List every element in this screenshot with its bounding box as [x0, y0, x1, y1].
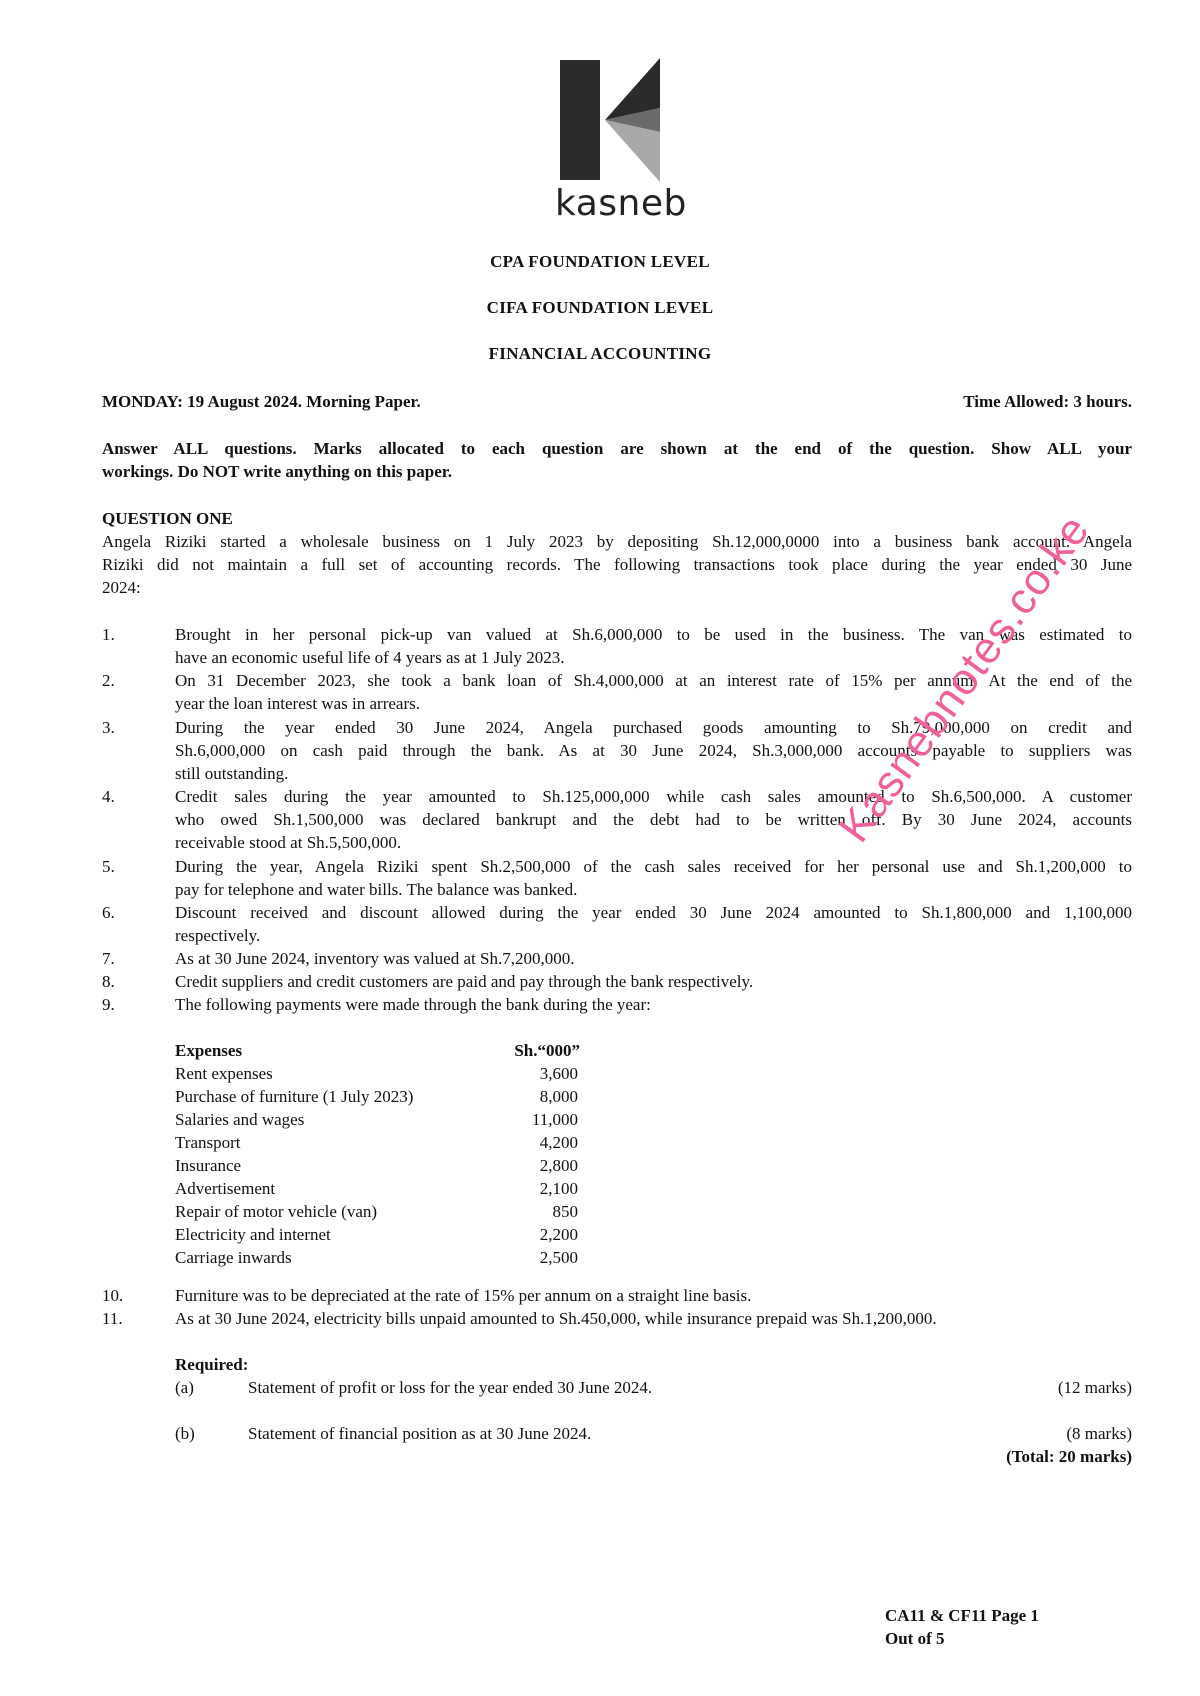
expense-value: 11,000 — [531, 1110, 578, 1129]
expense-name: Salaries and wages — [175, 1110, 305, 1129]
item-number: 5. — [102, 857, 115, 876]
item-number: 7. — [102, 949, 115, 968]
item-number: 2. — [102, 671, 115, 690]
expense-name: Electricity and internet — [175, 1225, 331, 1244]
item-line: have an economic useful life of 4 years as at 1 July 2023. — [175, 648, 565, 667]
expense-value: 2,100 — [539, 1179, 578, 1198]
item-line: On 31 December 2023, she took a bank loan of Sh.4,000,000 at an interest rate of 15% per annum. At the end of the — [175, 671, 1132, 690]
cifa-level-heading: CIFA FOUNDATION LEVEL — [486, 298, 714, 317]
expense-value: 850 — [552, 1202, 578, 1221]
expense-name: Rent expenses — [175, 1064, 273, 1083]
intro-line: Angela Riziki started a wholesale business on 1 July 2023 by depositing Sh.12,000,0000 into a business bank account. Angela — [102, 532, 1132, 551]
expense-name: Advertisement — [175, 1179, 276, 1198]
watermark: Kasnebnotes.co.ke — [829, 505, 1100, 852]
required-label: Required: — [175, 1355, 249, 1374]
part-letter: (b) — [175, 1424, 195, 1443]
kasneb-logo-mark — [555, 56, 685, 186]
time-allowed: Time Allowed: 3 hours. — [963, 392, 1132, 411]
expense-value: 8,000 — [539, 1087, 578, 1106]
item-number: 11. — [102, 1309, 123, 1328]
instructions-line-2: workings. Do NOT write anything on this paper. — [102, 462, 452, 481]
item-line: Sh.6,000,000 on cash paid through the bank. As at 30 June 2024, Sh.3,000,000 accounts payable to suppliers was — [175, 741, 1132, 760]
item-number: 8. — [102, 972, 115, 991]
item-line: Discount received and discount allowed during the year ended 30 June 2024 amounted to Sh.1,800,000 and 1,100,000 — [175, 903, 1132, 922]
cpa-level-heading: CPA FOUNDATION LEVEL — [490, 252, 710, 271]
part-marks: (12 marks) — [1057, 1378, 1132, 1397]
item-line: As at 30 June 2024, electricity bills unpaid amounted to Sh.450,000, while insurance prepaid was Sh.1,200,000. — [175, 1309, 937, 1328]
item-number: 10. — [102, 1286, 124, 1305]
item-line: respectively. — [175, 926, 261, 945]
exam-date: MONDAY: 19 August 2024. Morning Paper. — [102, 392, 421, 411]
item-line: During the year, Angela Riziki spent Sh.2,500,000 of the cash sales received for her personal use and Sh.1,200,000 to — [175, 857, 1132, 876]
item-line: The following payments were made through the bank during the year: — [175, 995, 651, 1014]
expense-name: Transport — [175, 1133, 241, 1152]
expense-name: Insurance — [175, 1156, 242, 1175]
page-footer-line-2: Out of 5 — [885, 1629, 945, 1648]
instructions-line-1: Answer ALL questions. Marks allocated to each question are shown at the end of the question. Show ALL your — [102, 439, 1132, 458]
intro-line: Riziki did not maintain a full set of accounting records. The following transactions took place during the year ended 30 June — [102, 555, 1132, 574]
item-number: 1. — [102, 625, 115, 644]
item-line: Furniture was to be depreciated at the rate of 15% per annum on a straight line basis. — [175, 1286, 752, 1305]
part-text: Statement of financial position as at 30 June 2024. — [248, 1424, 592, 1443]
expense-value: 2,800 — [539, 1156, 578, 1175]
expense-name: Purchase of furniture (1 July 2023) — [175, 1087, 414, 1106]
part-marks: (8 marks) — [1066, 1424, 1132, 1443]
item-line: receivable stood at Sh.5,500,000. — [175, 833, 402, 852]
total-marks: (Total: 20 marks) — [1006, 1447, 1132, 1466]
amount-column-header: Sh.“000” — [514, 1041, 580, 1060]
kasneb-logo — [555, 56, 685, 231]
expense-value: 2,200 — [539, 1225, 578, 1244]
part-letter: (a) — [175, 1378, 194, 1397]
expense-value: 3,600 — [539, 1064, 578, 1083]
item-line: As at 30 June 2024, inventory was valued at Sh.7,200,000. — [175, 949, 575, 968]
item-line: Credit sales during the year amounted to Sh.125,000,000 while cash sales amounted to Sh.6,500,000. A customer — [175, 787, 1132, 806]
expense-value: 4,200 — [539, 1133, 578, 1152]
item-number: 3. — [102, 718, 115, 737]
item-line: During the year ended 30 June 2024, Angela purchased goods amounting to Sh.79,000,000 on credit and — [175, 718, 1132, 737]
item-number: 9. — [102, 995, 115, 1014]
item-line: Credit suppliers and credit customers are paid and pay through the bank respectively. — [175, 972, 754, 991]
question-title: QUESTION ONE — [102, 509, 233, 528]
item-line: pay for telephone and water bills. The balance was banked. — [175, 880, 578, 899]
expense-name: Repair of motor vehicle (van) — [175, 1202, 378, 1221]
part-text: Statement of profit or loss for the year ended 30 June 2024. — [248, 1378, 653, 1397]
logo-wordmark: kasneb — [555, 183, 687, 224]
item-line: still outstanding. — [175, 764, 289, 783]
item-line: year the loan interest was in arrears. — [175, 694, 420, 713]
intro-line: 2024: — [102, 578, 141, 597]
expense-name: Carriage inwards — [175, 1248, 292, 1267]
expense-value: 2,500 — [539, 1248, 578, 1267]
page-footer-line-1: CA11 & CF11 Page 1 — [885, 1606, 1039, 1625]
item-number: 4. — [102, 787, 115, 806]
item-line: Brought in her personal pick-up van valued at Sh.6,000,000 to be used in the business. The van was estimated to — [175, 625, 1132, 644]
item-number: 6. — [102, 903, 115, 922]
subject-heading: FINANCIAL ACCOUNTING — [488, 344, 712, 363]
question-intro — [102, 530, 1132, 599]
item-line: who owed Sh.1,500,000 was declared bankrupt and the debt had to be written off. By 30 June 2024, accounts — [175, 810, 1132, 829]
expenses-column-header: Expenses — [175, 1041, 243, 1060]
